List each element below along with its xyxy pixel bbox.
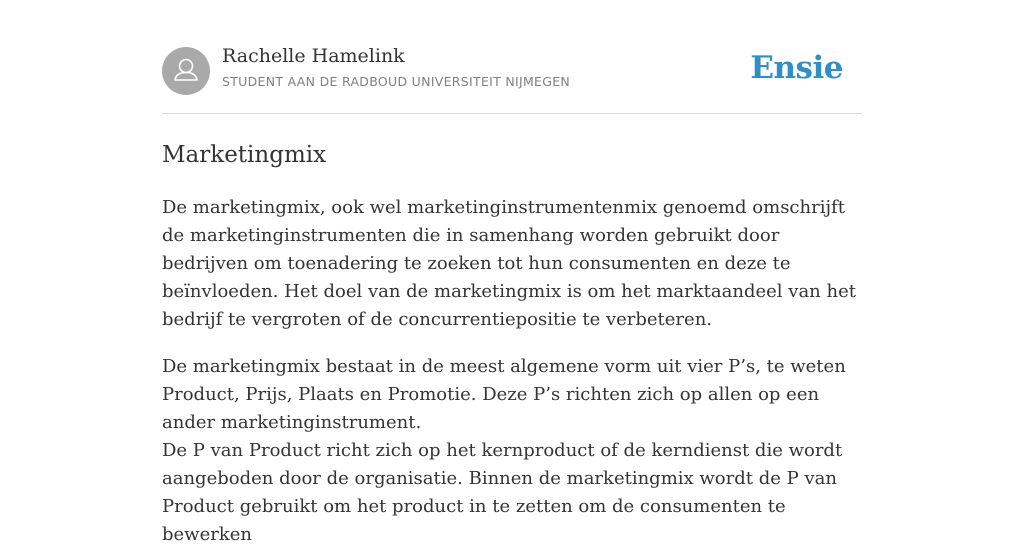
ensie-logo[interactable]: Ensie — [750, 50, 843, 86]
article-page — [162, 0, 862, 549]
author-avatar[interactable] — [162, 47, 210, 95]
paragraph-2 — [162, 353, 862, 549]
paragraph-3-text: De P van Product richt zich op het kernproduct of de kerndienst die wordt aangeboden door de organisatie. Binnen de marketingmix wordt de P van Product gebruikt om het product in te zetten om de consumenten te bewerken — [162, 440, 843, 545]
author-name[interactable]: Rachelle Hamelink — [222, 45, 405, 67]
author-role: STUDENT AAN DE RADBOUD UNIVERSITEIT NIJMEGEN — [222, 74, 571, 89]
author-header — [162, 0, 862, 114]
paragraph-1: De marketingmix, ook wel marketinginstrumentenmix genoemd omschrijft de marketinginstrumenten die in samenhang worden gebruikt door bedrijven om toenadering te zoeken tot hun consumenten en deze te beïnvloeden. Het doel van de marketingmix is om het marktaandeel van het bedrijf te vergroten of de concurrentiepositie te verbeteren. — [162, 197, 856, 330]
article-body — [162, 194, 862, 549]
paragraph-2-text: De marketingmix bestaat in de meest algemene vorm uit vier P’s, te weten Product, Prijs, Plaats en Promotie. Deze P’s richten zich op allen op een ander marketinginstrument. — [162, 356, 846, 433]
user-silhouette-icon — [162, 47, 210, 95]
article-title: Marketingmix — [162, 142, 327, 168]
